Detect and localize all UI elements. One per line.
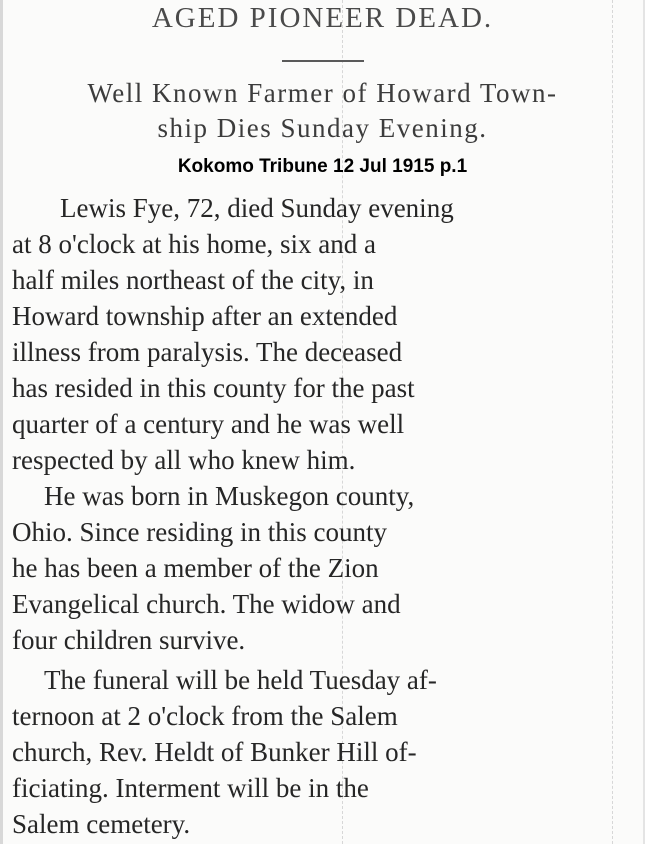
headline: AGED PIONEER DEAD.	[151, 2, 494, 34]
article-line: Ohio. Since residing in this county	[12, 517, 387, 547]
article-line: Howard township after an extended	[12, 301, 398, 331]
article-line: illness from paralysis. The deceased	[12, 337, 403, 367]
article-line: respected by all who knew him.	[12, 445, 356, 475]
article-line: He was born in Muskegon county,	[44, 481, 415, 511]
article-line: Evangelical church. The widow and	[12, 589, 401, 619]
article-line: four children survive.	[12, 625, 246, 655]
headline-rule	[282, 60, 364, 62]
article-line: ficiating. Interment will be in the	[12, 773, 369, 803]
article-line: half miles northeast of the city, in	[12, 265, 374, 295]
article-line: Salem cemetery.	[12, 809, 191, 839]
subheadline-line: Well Known Farmer of Howard Town-	[87, 78, 558, 108]
subheadline-line: ship Dies Sunday Evening.	[157, 113, 488, 143]
article-line: church, Rev. Heldt of Bunker Hill of-	[12, 737, 417, 767]
article-line: he has been a member of the Zion	[12, 553, 379, 583]
article-line: The funeral will be held Tuesday af-	[44, 665, 437, 695]
article-line: ternoon at 2 o'clock from the Salem	[12, 701, 398, 731]
article-line: has resided in this county for the past	[12, 373, 415, 403]
article-line: at 8 o'clock at his home, six and a	[12, 229, 377, 259]
article-line: Lewis Fye, 72, died Sunday evening	[60, 193, 454, 223]
source-caption: Kokomo Tribune 12 Jul 1915 p.1	[177, 156, 468, 177]
article-line: quarter of a century and he was well	[12, 409, 405, 439]
